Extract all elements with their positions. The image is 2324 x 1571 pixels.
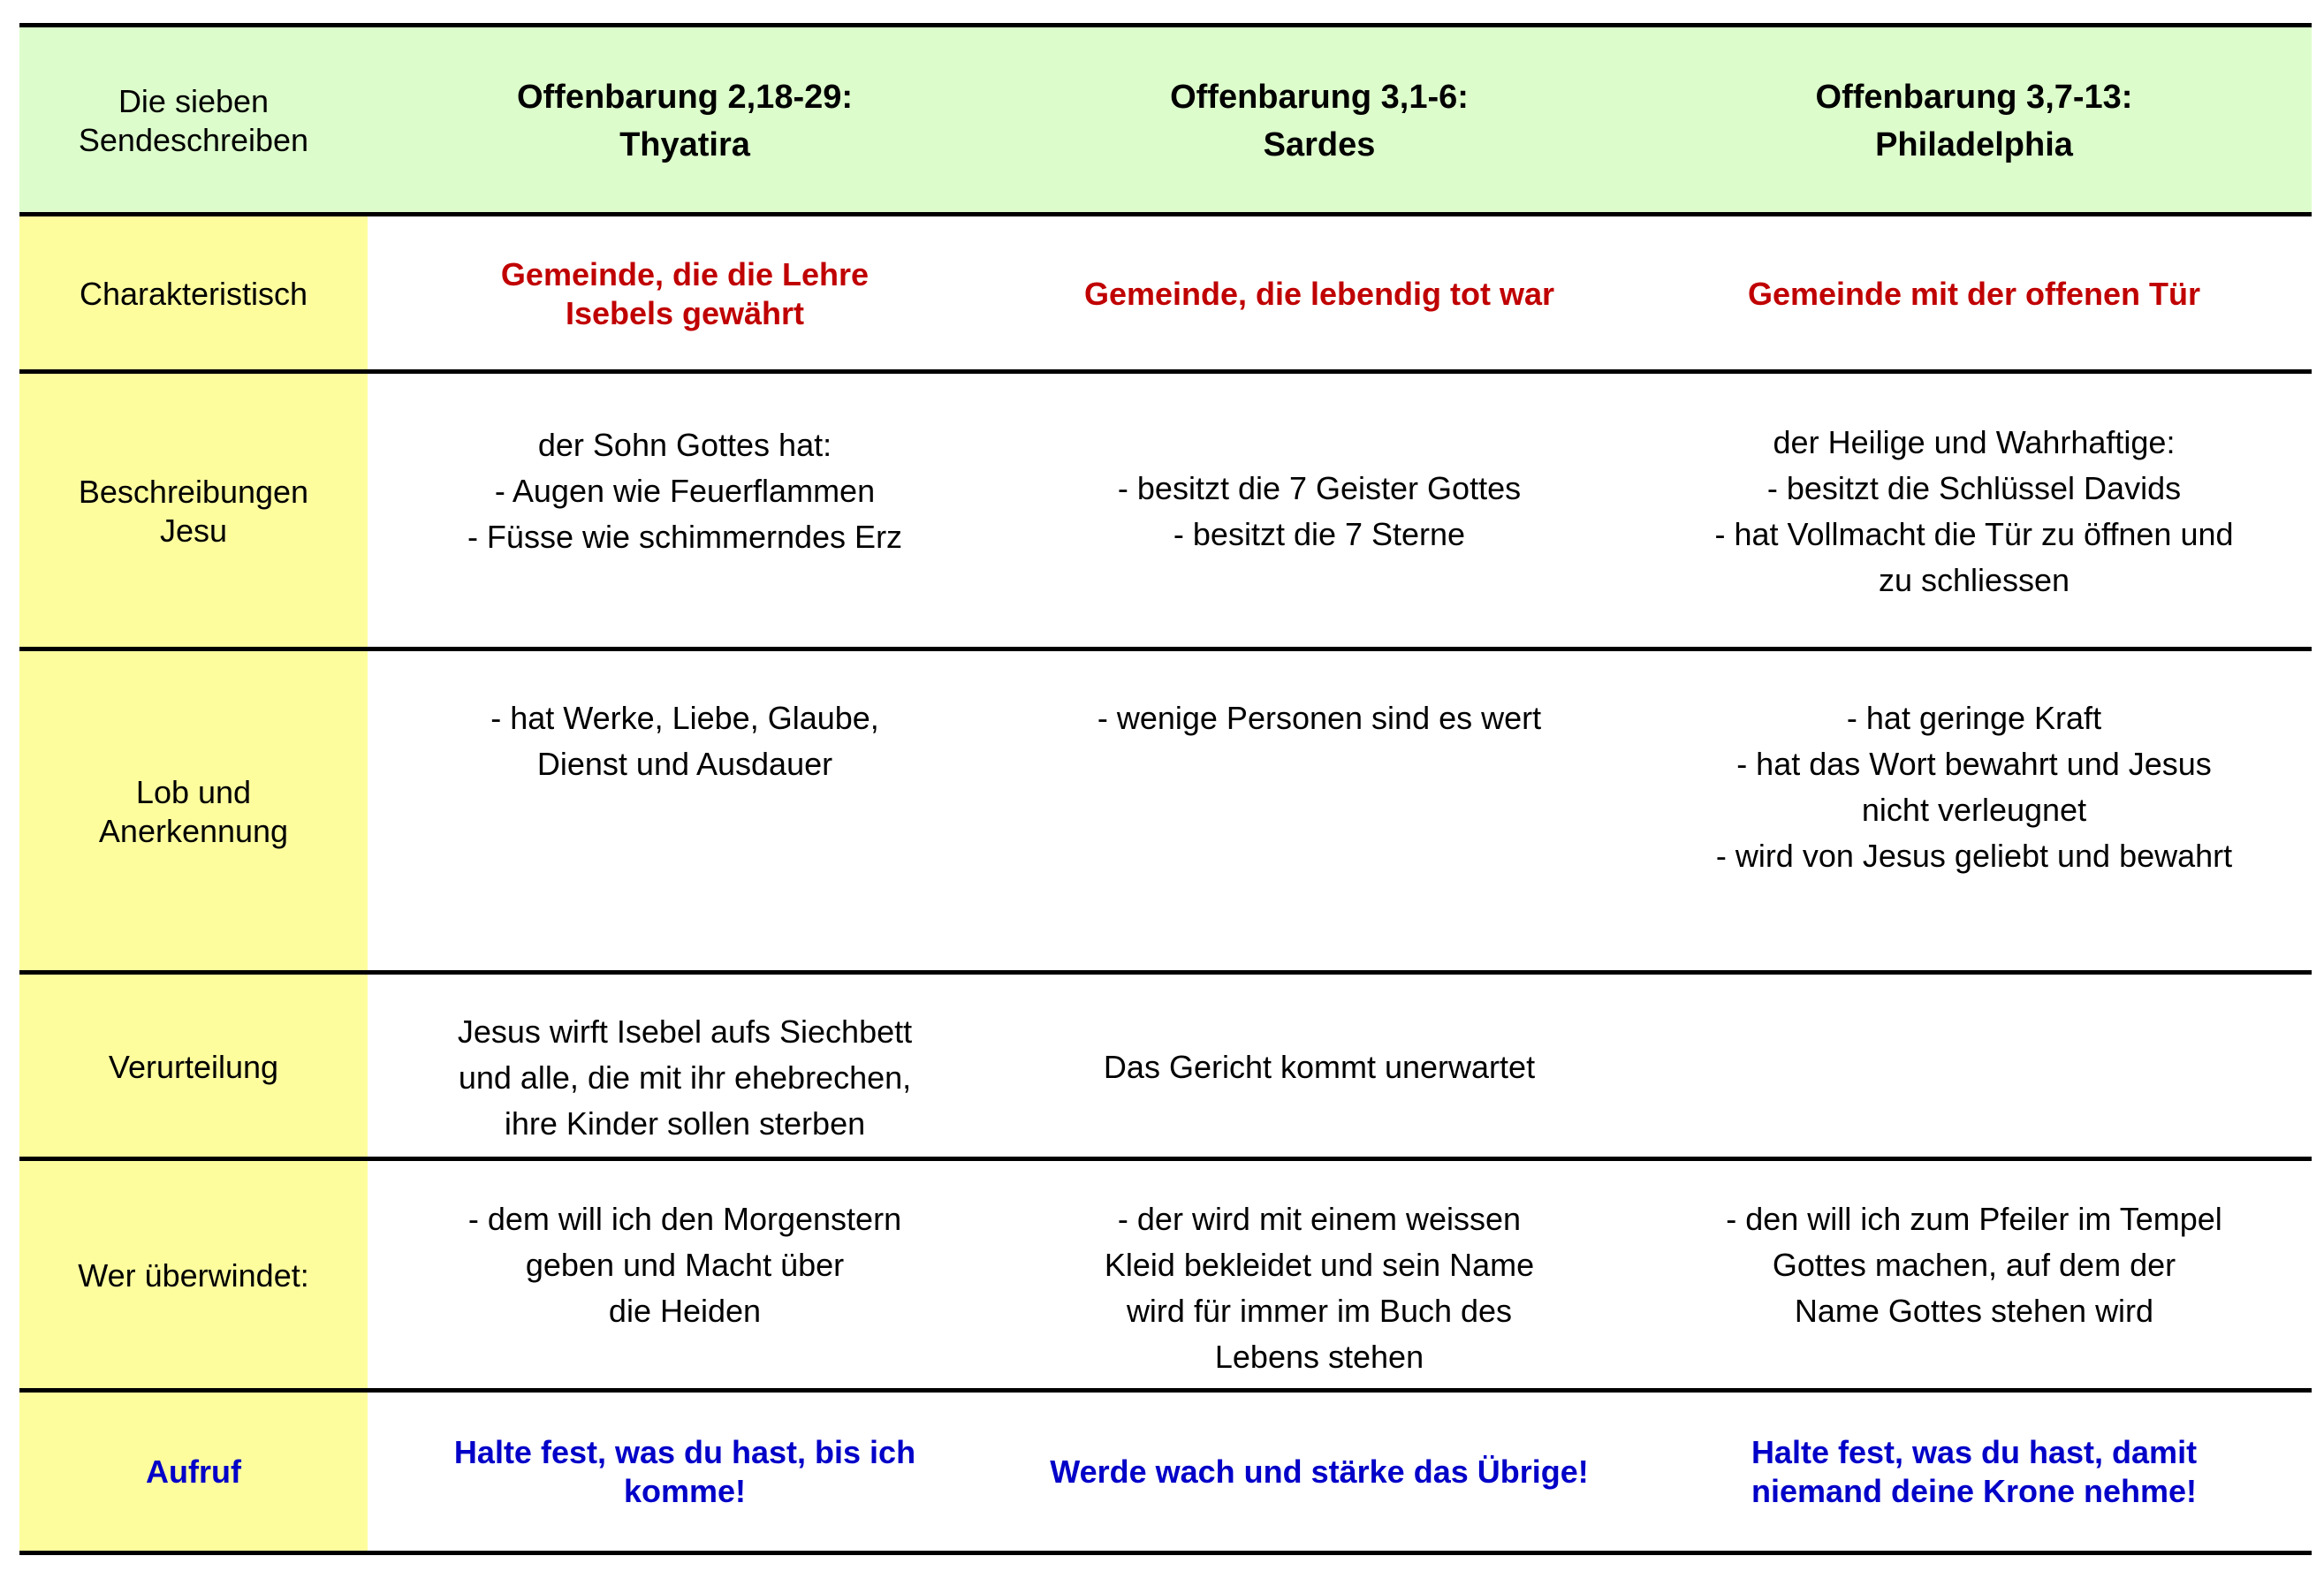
row-label-ueberwindet: Wer überwindet: <box>19 1161 368 1391</box>
overcome-philadelphia: - den will ich zum Pfeiler im Tempel Gottes machen, auf dem der Name Gottes stehen wird <box>1726 1201 2222 1329</box>
row-beschreibungen <box>19 369 2312 649</box>
judgement-philadelphia <box>1637 975 2312 1159</box>
row-charakteristisch <box>19 212 2312 372</box>
description-sardes: - besitzt die 7 Geister Gottes - besitzt die 7 Sterne <box>1117 470 1522 552</box>
overcome-sardes: - der wird mit einem weissen Kleid bekleidet und sein Name wird für immer im Buch des Lebens stehen <box>1104 1201 1535 1375</box>
row-lob <box>19 647 2312 973</box>
header-label: Die sieben Sendeschreiben <box>78 83 309 158</box>
header-thyatira: Offenbarung 2,18-29: Thyatira <box>516 79 854 163</box>
call-philadelphia: Halte fest, was du hast, damit niemand deine Krone nehme! <box>1751 1433 2198 1509</box>
praise-philadelphia: - hat geringe Kraft - hat das Wort bewahrt und Jesus nicht verleugnet - wird von Jesus geliebt und bewahrt <box>1715 700 2233 874</box>
letters-table <box>19 23 2312 1555</box>
judgement-sardes: Das Gericht kommt unerwartet <box>1103 1048 1536 1085</box>
description-thyatira: der Sohn Gottes hat: - Augen wie Feuerflammen - Füsse wie schimmerndes Erz <box>467 427 903 555</box>
header-philadelphia: Offenbarung 3,7-13: Philadelphia <box>1815 79 2133 163</box>
row-label-charakteristisch: Charakteristisch <box>19 216 368 372</box>
row-label-lob: Lob und Anerkennung <box>19 651 368 973</box>
row-ueberwindet <box>19 1157 2312 1391</box>
header-sardes: Offenbarung 3,1-6: Sardes <box>1170 79 1469 163</box>
characteristic-philadelphia: Gemeinde mit der offenen Tür <box>1747 276 2201 312</box>
characteristic-sardes: Gemeinde, die lebendig tot war <box>1083 276 1555 312</box>
row-verurteilung <box>19 970 2312 1159</box>
characteristic-thyatira: Gemeinde, die die Lehre Isebels gewährt <box>500 256 870 331</box>
judgement-thyatira: Jesus wirft Isebel aufs Siechbett und alle, die mit ihr ehebrechen, ihre Kinder sollen sterben <box>457 1013 913 1142</box>
description-philadelphia: der Heilige und Wahrhaftige: - besitzt die Schlüssel Davids - hat Vollmacht die Tür zu öffnen und zu schliessen <box>1714 424 2234 598</box>
overcome-thyatira: - dem will ich den Morgenstern geben und Macht über die Heiden <box>467 1201 902 1329</box>
table-header-row <box>19 23 2312 215</box>
row-label-beschreibungen: Beschreibungen Jesu <box>19 374 368 649</box>
row-label-verurteilung: Verurteilung <box>19 975 368 1159</box>
row-aufruf <box>19 1388 2312 1555</box>
row-label-aufruf: Aufruf <box>19 1393 368 1551</box>
praise-sardes: - wenige Personen sind es wert <box>1097 700 1542 736</box>
call-sardes: Werde wach und stärke das Übrige! <box>1050 1453 1589 1490</box>
praise-thyatira: - hat Werke, Liebe, Glaube, Dienst und Ausdauer <box>490 700 879 782</box>
call-thyatira: Halte fest, was du hast, bis ich komme! <box>453 1433 916 1509</box>
